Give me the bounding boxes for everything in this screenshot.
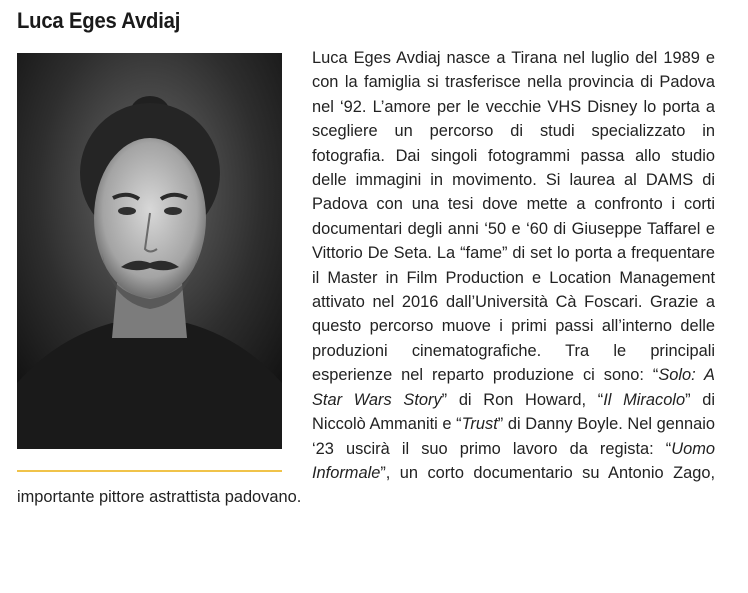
bio-part-1: Luca Eges Avdiaj nasce a Tirana nel luglio del 1989 e con la famiglia si trasferisce nella provincia di Padova nel ‘92. L’amore per le vecchie VHS Disney lo porta a scegliere un percorso di studi specializzato in fotografia. Dai singoli fotogrammi passa allo studio delle immagini in movimento. Si laurea al DAMS di Padova con una tesi dove mette a confronto i corti documentari degli anni ‘50 e ‘60 di Giuseppe Taffarel e Vittorio De Seta. La “fame” di set lo porta a frequentare il Master in Film Production e Location Management attivato nel 2016 dall’Università Cà Foscari. Grazie a questo percorso muove i primi passi all’interno delle produzioni cinematografiche. Tra le principali esperienze nel reparto produzione ci sono: “	[312, 49, 715, 385]
film-title-il-miracolo: Il Miracolo	[603, 390, 686, 409]
bio-part-4: ” di Danny Boyle. Nel gennaio ‘23 uscirà il suo primo lavoro da regista: “	[312, 415, 715, 458]
page-title: Luca Eges Avdiaj	[17, 8, 181, 33]
photo-float-spacer	[17, 46, 312, 483]
film-title-trust: Trust	[461, 415, 498, 434]
biography-text	[17, 46, 715, 510]
film-title-solo: Solo: A Star Wars Story	[312, 366, 715, 409]
bio-part-5: ”, un corto documentario su Antonio Zago, importante pittore astrattista padovano.	[17, 463, 715, 507]
film-title-uomo-informale: Uomo Informale	[312, 439, 715, 482]
bio-part-2: ” di Ron Howard, “	[441, 390, 604, 409]
bio-part-3: ” di Niccolò Ammaniti e “	[312, 390, 715, 434]
